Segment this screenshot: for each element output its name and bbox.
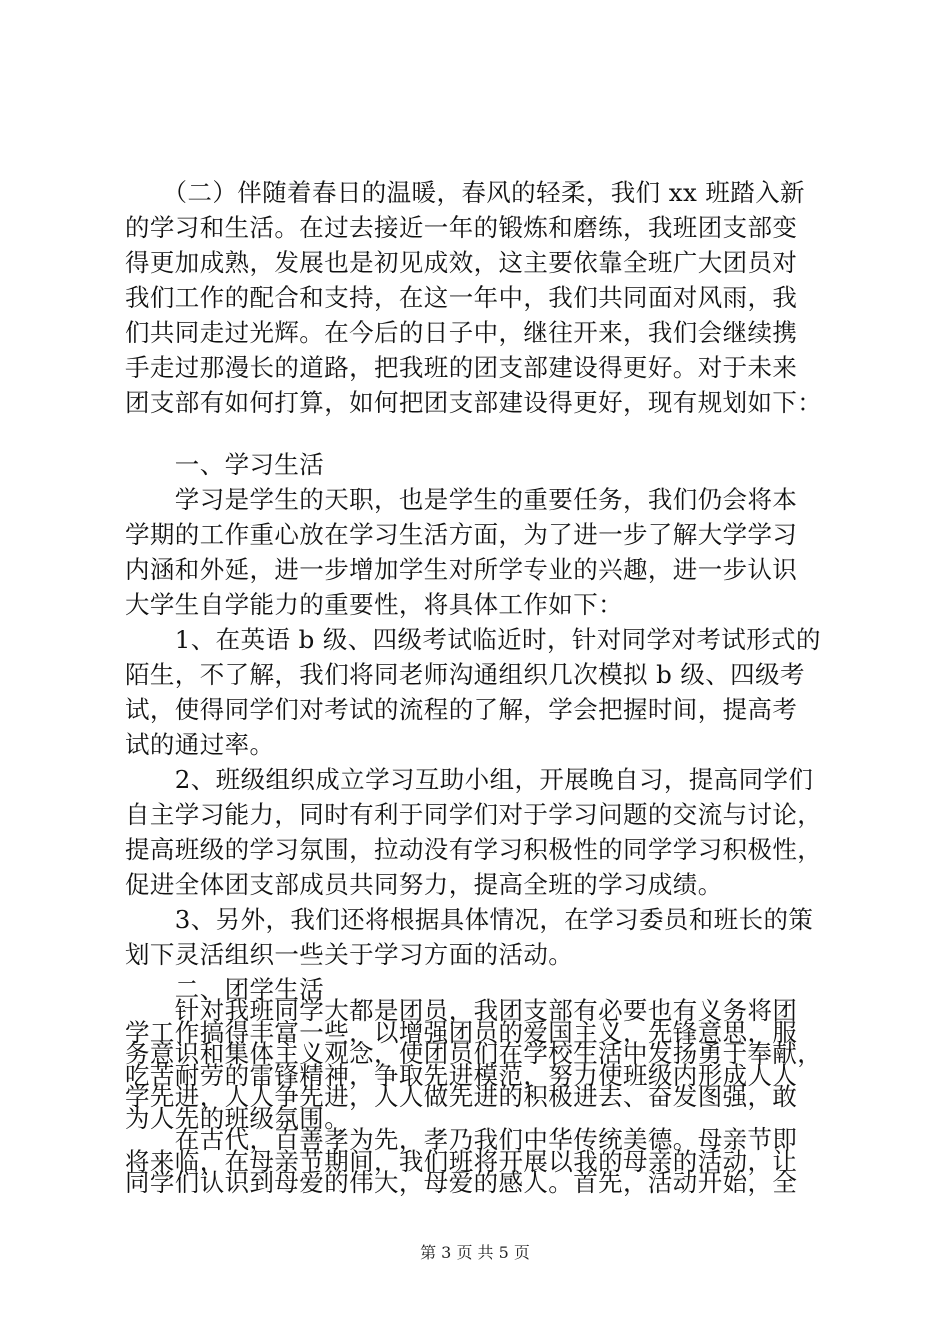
paragraph-line: 我们工作的配合和支持，在这一年中，我们共同面对风雨，我 — [125, 283, 798, 312]
paragraph-line: 提高班级的学习氛围，拉动没有学习积极性的同学学习积极性， — [125, 835, 823, 864]
paragraph-line: 学期的工作重心放在学习生活方面，为了进一步了解大学学习 — [125, 520, 798, 549]
paragraph-line: （二）伴随着春日的温暖，春风的轻柔，我们 xx 班踏入新 — [125, 178, 805, 207]
paragraph-line: 试，使得同学们对考试的流程的了解，学会把握时间，提高考 — [125, 695, 798, 724]
paragraph-line: 学先进，人人争先进，人人做先进的积极进去、奋发图强，敢 — [125, 1082, 798, 1111]
paragraph-line: 内涵和外延，进一步增加学生对所学专业的兴趣，进一步认识 — [125, 555, 798, 584]
paragraph-line: 将来临，在母亲节期间，我们班将开展以我的母亲的活动，让 — [125, 1147, 798, 1176]
paragraph-line: 自主学习能力，同时有利于同学们对于学习问题的交流与讨论， — [125, 800, 823, 829]
paragraph-line: 针对我班同学大都是团员，我团支部有必要也有义务将团 — [125, 996, 798, 1025]
paragraph-line: 务意识和集体主义观念，使团员们在学校生活中发扬勇于奉献， — [125, 1039, 823, 1068]
paragraph-line: 2、班级组织成立学习互助小组，开展晚自习，提高同学们 — [125, 765, 814, 794]
section-heading: 一、学习生活 — [125, 450, 325, 479]
section-heading: 二、团学生活 — [125, 975, 325, 1004]
paragraph-line: 促进全体团支部成员共同努力，提高全班的学习成绩。 — [125, 870, 723, 899]
paragraph-line: 1、在英语 b 级、四级考试临近时，针对同学对考试形式的 — [125, 625, 821, 654]
paragraph-line: 3、另外，我们还将根据具体情况，在学习委员和班长的策 — [125, 905, 814, 934]
paragraph-line: 吃苦耐劳的雷锋精神，争取先进模范，努力使班级内形成人人 — [125, 1061, 798, 1090]
paragraph-line: 同学们认识到母爱的伟大，母爱的感人。首先，活动开始，全 — [125, 1168, 798, 1197]
paragraph-line: 得更加成熟，发展也是初见成效，这主要依靠全班广大团员对 — [125, 248, 798, 277]
page-number-footer: 第 3 页 共 5 页 — [420, 1243, 530, 1262]
paragraph-line: 学工作搞得丰富一些，以增强团员的爱国主义，先锋意思，服 — [125, 1018, 798, 1047]
paragraph-line: 为人先的班级氛围。 — [125, 1104, 350, 1133]
paragraph-line: 的学习和生活。在过去接近一年的锻炼和磨练，我班团支部变 — [125, 213, 798, 242]
paragraph-line: 陌生，不了解，我们将同老师沟通组织几次模拟 b 级、四级考 — [125, 660, 805, 689]
paragraph-line: 划下灵活组织一些关于学习方面的活动。 — [125, 940, 574, 969]
paragraph-line: 大学生自学能力的重要性，将具体工作如下： — [125, 590, 623, 619]
paragraph-line: 团支部有如何打算，如何把团支部建设得更好，现有规划如下： — [125, 388, 823, 417]
paragraph-line: 学习是学生的天职，也是学生的重要任务，我们仍会将本 — [125, 485, 798, 514]
paragraph-line: 手走过那漫长的道路，把我班的团支部建设得更好。对于未来 — [125, 353, 798, 382]
paragraph-line: 在古代，百善孝为先，孝乃我们中华传统美德。母亲节即 — [125, 1125, 798, 1154]
paragraph-line: 们共同走过光辉。在今后的日子中，继往开来，我们会继续携 — [125, 318, 798, 347]
paragraph-line: 试的通过率。 — [125, 730, 275, 759]
